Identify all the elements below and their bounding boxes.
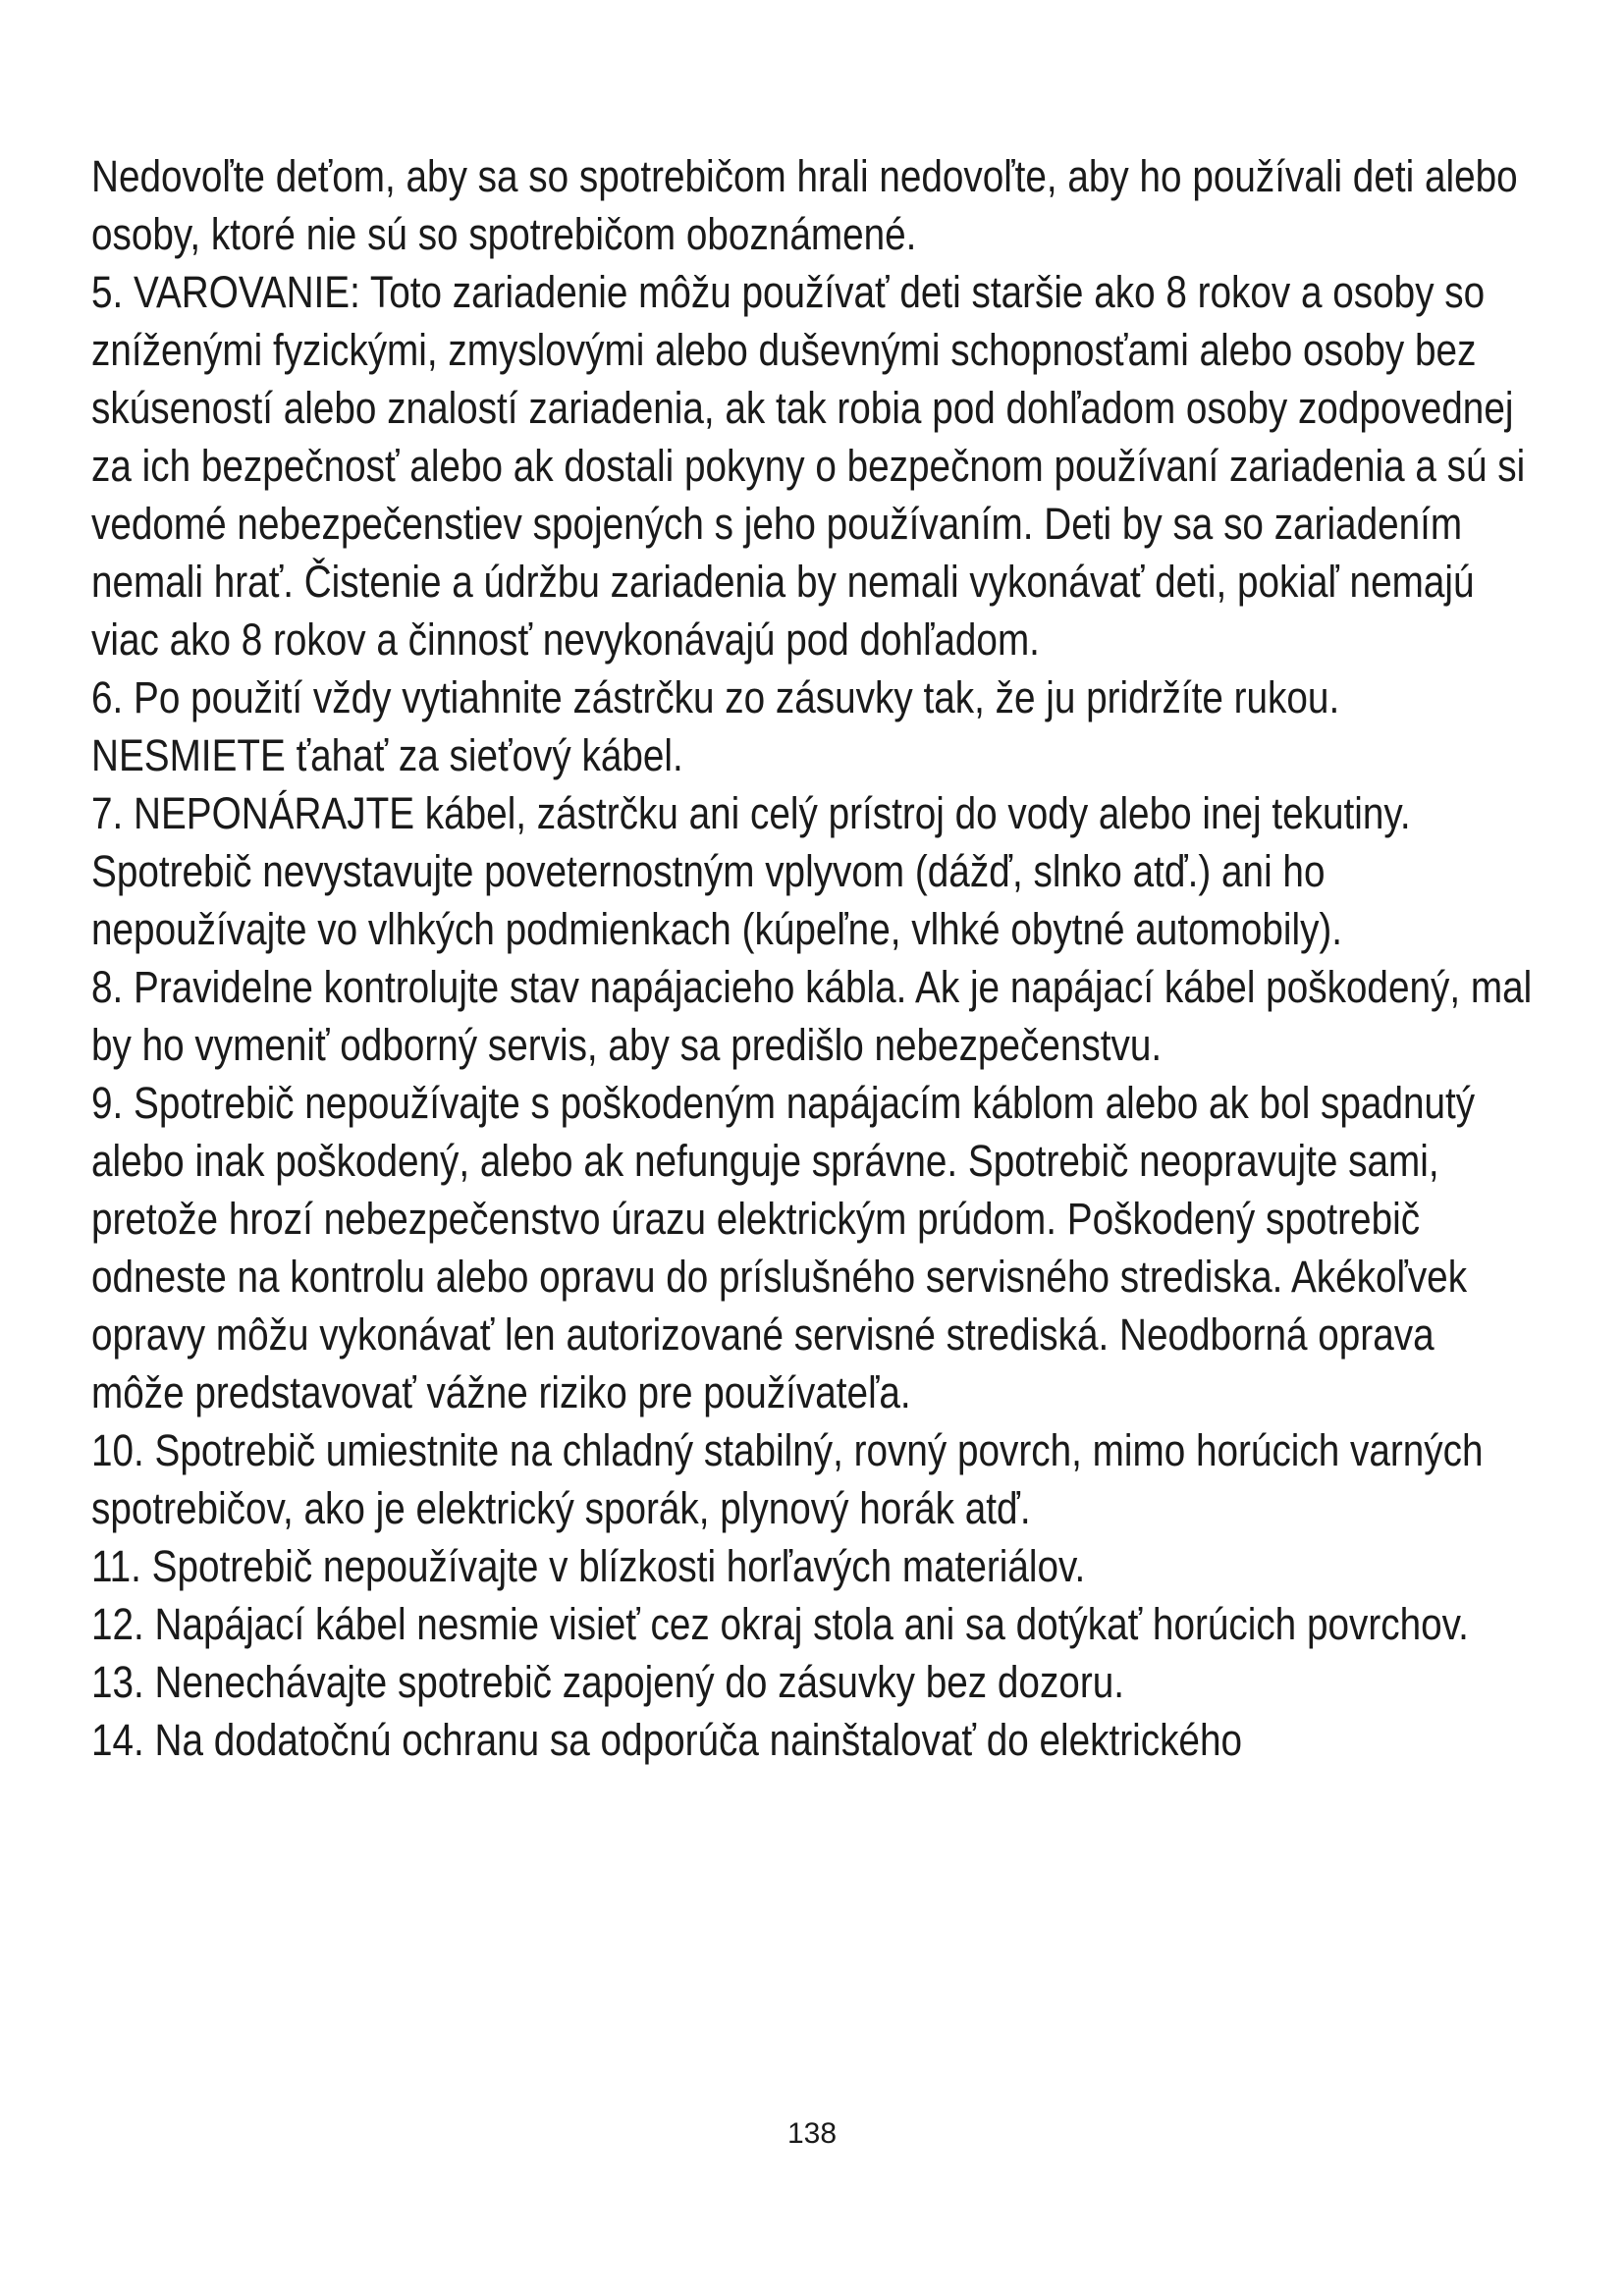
paragraph-item-8: 8. Pravidelne kontrolujte stav napájacieho kábla. Ak je napájací kábel poškodený, mal by ho vymeniť odborný servis, aby sa predišlo nebezpečenstvu. (91, 962, 1533, 1070)
paragraph-item-9: 9. Spotrebič nepoužívajte s poškodeným napájacím káblom alebo ak bol spadnutý alebo inak poškodený, alebo ak nefunguje správne. Spotrebič neopravujte sami, pretože hrozí nebezpečenstvo úrazu elektrickým prúdom. Poškodený spotrebič odneste na kontrolu alebo opravu do príslušného servisného strediska. Akékoľvek opravy môžu vykonávať len autorizované servisné strediská. Neodborná oprava môže predstavovať vážne riziko pre používateľa. (91, 1078, 1476, 1417)
paragraph-item-11: 11. Spotrebič nepoužívajte v blízkosti horľavých materiálov. (91, 1541, 1086, 1591)
paragraph-item-10: 10. Spotrebič umiestnite na chladný stabilný, rovný povrch, mimo horúcich varných spotrebičov, ako je elektrický sporák, plynový horák atď. (91, 1425, 1484, 1533)
paragraph-item-13: 13. Nenechávajte spotrebič zapojený do zásuvky bez dozoru. (91, 1657, 1124, 1707)
paragraph-item-7: 7. NEPONÁRAJTE kábel, zástrčku ani celý prístroj do vody alebo inej tekutiny. Spotrebič nevystavujte poveternostným vplyvom (dážď, slnko atď.) ani ho nepoužívajte vo vlhkých podmienkach (kúpeľne, vlhké obytné automobily). (91, 788, 1411, 954)
paragraph-children-warning: Nedovoľte deťom, aby sa so spotrebičom hrali nedovoľte, aby ho používali deti alebo osoby, ktoré nie sú so spotrebičom oboznámené. (91, 151, 1518, 259)
paragraph-item-14: 14. Na dodatočnú ochranu sa odporúča nainštalovať do elektrického (91, 1715, 1243, 1765)
safety-instructions-text (91, 147, 1536, 1769)
paragraph-item-5-warning: 5. VAROVANIE: Toto zariadenie môžu používať deti staršie ako 8 rokov a osoby so zníženými fyzickými, zmyslovými alebo duševnými schopnosťami alebo osoby bez skúseností alebo znalostí zariadenia, ak tak robia pod dohľadom osoby zodpovednej za ich bezpečnosť alebo ak dostali pokyny o bezpečnom používaní zariadenia a sú si vedomé nebezpečenstiev spojených s jeho používaním. Deti by sa so zariadením nemali hrať. Čistenie a údržbu zariadenia by nemali vykonávať deti, pokiaľ nemajú viac ako 8 rokov a činnosť nevykonávajú pod dohľadom. (91, 267, 1526, 665)
page-number: 138 (786, 2117, 838, 2150)
paragraph-item-12: 12. Napájací kábel nesmie visieť cez okraj stola ani sa dotýkať horúcich povrchov. (91, 1599, 1469, 1649)
paragraph-item-6: 6. Po použití vždy vytiahnite zástrčku zo zásuvky tak, že ju pridržíte rukou. NESMIETE ťahať za sieťový kábel. (91, 672, 1340, 780)
